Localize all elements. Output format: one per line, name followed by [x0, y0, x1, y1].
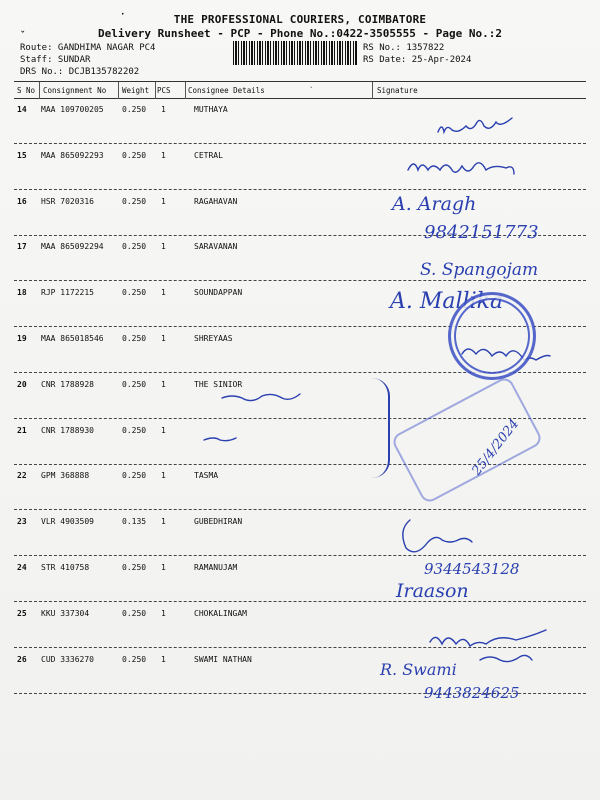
dot-mark: ·	[120, 10, 126, 20]
row-pcs: 1	[161, 563, 166, 572]
row-weight: 0.250	[122, 105, 147, 114]
row-sno: 21	[17, 426, 27, 435]
staff-label: Staff: SUNDAR	[20, 55, 91, 65]
row-consignment: CNR 1788928	[41, 380, 94, 389]
row-consignee: SOUNDAPPAN	[194, 288, 243, 297]
row-consignment: CUD 3336270	[41, 655, 94, 664]
row-weight: 0.250	[122, 609, 147, 618]
row-sno: 19	[17, 334, 27, 343]
row-pcs: 1	[161, 655, 166, 664]
row-weight: 0.250	[122, 426, 147, 435]
row-sno: 17	[17, 242, 27, 251]
rs-date: RS Date: 25-Apr-2024	[363, 55, 472, 65]
row-weight: 0.250	[122, 151, 147, 160]
row-consignment: RJP 1172215	[41, 288, 94, 297]
company-name: THE PROFESSIONAL COURIERS, COIMBATORE	[173, 13, 427, 26]
rs-number: RS No.: 1357822	[363, 43, 445, 53]
bracket-mark	[366, 378, 390, 478]
row-consignment: VLR 4903509	[41, 517, 94, 526]
handwriting-18: S. Spangojam	[420, 260, 539, 280]
row-weight: 0.250	[122, 334, 147, 343]
row-consignment: MAA 865092293	[41, 151, 104, 160]
row-weight: 0.250	[122, 380, 147, 389]
handwriting-18b: A. Mallika	[390, 289, 504, 314]
handwriting-16: A. Aragh	[392, 193, 477, 215]
row-sno: 20	[17, 380, 27, 389]
row-pcs: 1	[161, 517, 166, 526]
handwriting-24-phone: 9344543128	[424, 560, 520, 578]
col-header-consignment: Consignment No	[43, 86, 107, 95]
row-weight: 0.250	[122, 471, 147, 480]
row-sno: 24	[17, 563, 27, 572]
signature-26-mark	[480, 655, 532, 661]
handwriting-22-date: 25/4/2024	[469, 416, 523, 479]
row-consignment: KKU 337304	[41, 609, 90, 618]
row-pcs: 1	[161, 151, 166, 160]
row-pcs: 1	[161, 334, 166, 343]
row-consignment: CNR 1788930	[41, 426, 94, 435]
signature-21	[204, 438, 236, 441]
row-sno: 16	[17, 197, 27, 206]
row-weight: 0.250	[122, 288, 147, 297]
drs-number: DRS No.: DCJB135782202	[20, 67, 140, 77]
row-consignment: MAA 109700205	[41, 105, 104, 114]
col-header-consignee: Consignee Details	[188, 86, 265, 95]
health-care-stamp	[448, 292, 536, 380]
row-consignment: HSR 7020316	[41, 197, 94, 206]
row-sno: 23	[17, 517, 27, 526]
corner-mark: ˇ	[20, 31, 26, 41]
row-sno: 22	[17, 471, 27, 480]
row-consignee: SHREYAAS	[194, 334, 233, 343]
row-sno: 14	[17, 105, 27, 114]
row-consignment: GPM 368888	[41, 471, 90, 480]
col-header-weight: Weight	[122, 86, 150, 95]
row-weight: 0.250	[122, 242, 147, 251]
row-consignment: MAA 865092294	[41, 242, 104, 251]
row-consignee: RAMANUJAM	[194, 563, 238, 572]
col-header-pcs: PCS	[157, 86, 171, 95]
signature-15	[408, 163, 514, 174]
row-consignee: GUBEDHIRAN	[194, 517, 243, 526]
row-consignee: CHOKALINGAM	[194, 609, 247, 618]
handwriting-26-phone: 9443824625	[424, 684, 520, 702]
row-weight: 0.250	[122, 563, 147, 572]
runsheet-title: Delivery Runsheet - PCP - Phone No.:0422-3505555 - Page No.:2	[98, 27, 502, 40]
col-header-signature: Signature	[377, 86, 418, 95]
signature-14	[438, 118, 512, 132]
row-consignee: THE SINIOR	[194, 380, 243, 389]
row-consignee: SWAMI NATHAN	[194, 655, 252, 664]
col-header-sno: S No	[17, 86, 36, 95]
row-consignment: STR 410758	[41, 563, 90, 572]
row-sno: 15	[17, 151, 27, 160]
row-weight: 0.250	[122, 197, 147, 206]
row-consignee: SARAVANAN	[194, 242, 238, 251]
handwriting-17-phone: 9842151773	[424, 222, 539, 243]
row-pcs: 1	[161, 609, 166, 618]
row-consignee: RAGAHAVAN	[194, 197, 238, 206]
row-sno: 26	[17, 655, 27, 664]
handwriting-24-name: Iraason	[396, 580, 469, 602]
row-consignment: MAA 865018546	[41, 334, 104, 343]
row-sno: 18	[17, 288, 27, 297]
row-pcs: 1	[161, 426, 166, 435]
row-pcs: 1	[161, 288, 166, 297]
row-sno: 25	[17, 609, 27, 618]
row-consignee: MUTHAYA	[194, 105, 228, 114]
row-weight: 0.250	[122, 655, 147, 664]
handwriting-26-name: R. Swami	[380, 660, 457, 679]
row-consignee: TASMA	[194, 471, 219, 480]
row-consignee: CETRAL	[194, 151, 223, 160]
row-pcs: 1	[161, 197, 166, 206]
tick-mark: ˋ	[309, 86, 314, 95]
route-label: Route: GANDHIMA NAGAR PC4	[20, 43, 156, 53]
signature-25	[430, 630, 546, 646]
row-pcs: 1	[161, 242, 166, 251]
row-weight: 0.135	[122, 517, 147, 526]
row-pcs: 1	[161, 471, 166, 480]
signature-23	[403, 520, 472, 552]
row-pcs: 1	[161, 105, 166, 114]
signature-20	[222, 394, 300, 401]
row-pcs: 1	[161, 380, 166, 389]
